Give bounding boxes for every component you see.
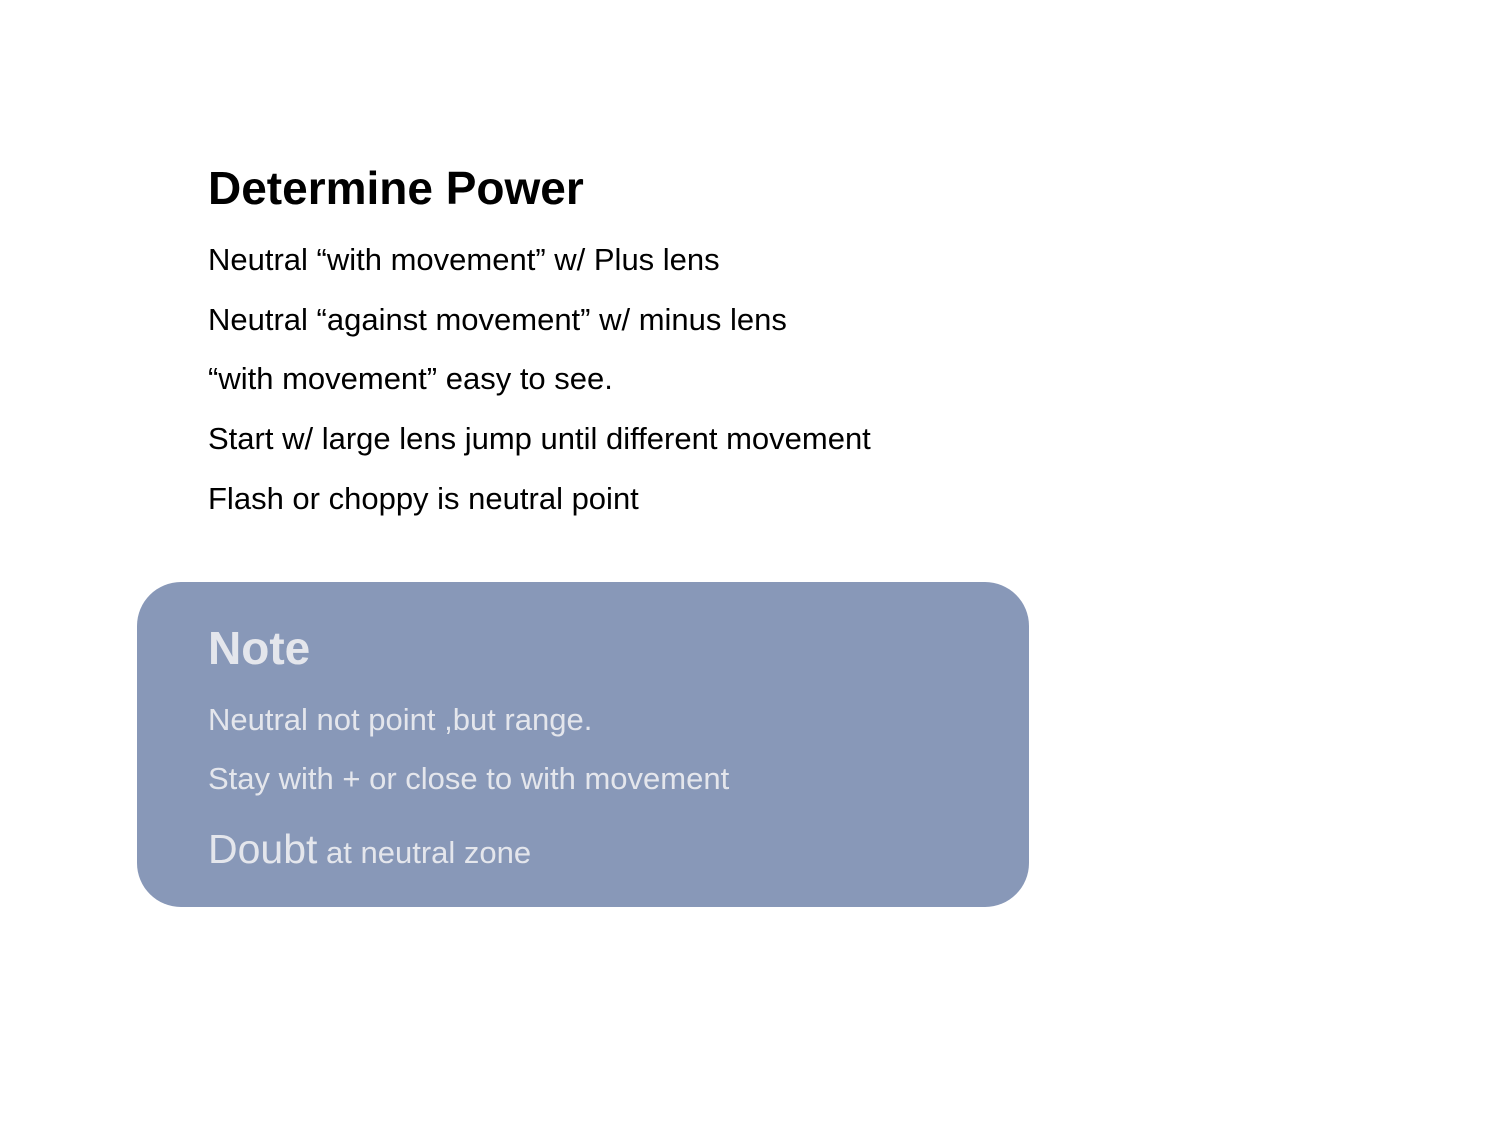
note-line-doubt: [208, 826, 532, 873]
note-doubt-rest: at neutral zone: [317, 835, 532, 870]
note-title: Note: [208, 622, 311, 674]
note-doubt-word: Doubt: [208, 826, 318, 872]
body-line-lens-jump: Start w/ large lens jump until different movement: [208, 421, 871, 456]
note-line-stay-with-plus: Stay with + or close to with movement: [208, 761, 730, 796]
body-line-minus-lens: Neutral “against movement” w/ minus lens: [208, 302, 787, 337]
body-line-easy-to-see: “with movement” easy to see.: [208, 361, 613, 396]
body-line-neutral-point: Flash or choppy is neutral point: [208, 481, 639, 516]
note-box: [137, 582, 1029, 907]
slide-title: Determine Power: [208, 162, 584, 214]
note-line-range: Neutral not point ,but range.: [208, 702, 593, 737]
body-line-plus-lens: Neutral “with movement” w/ Plus lens: [208, 242, 720, 277]
